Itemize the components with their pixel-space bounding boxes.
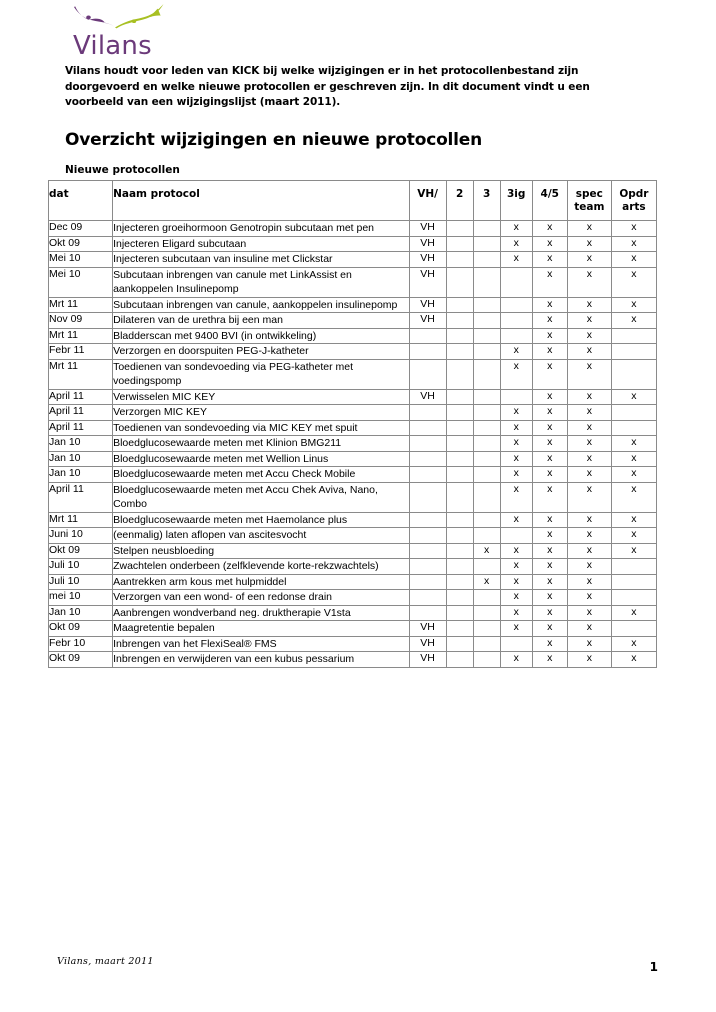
cell-vh — [409, 512, 446, 528]
cell-4-5: x — [532, 528, 567, 544]
cell-naam-protocol: Zwachtelen onderbeen (zelfklevende korte-rekzwachtels) — [113, 559, 409, 575]
cell-3 — [473, 436, 500, 452]
cell-dat: Jan 10 — [49, 467, 113, 483]
table-row — [49, 405, 657, 421]
table-row — [49, 543, 657, 559]
cell-3ig: x — [500, 436, 532, 452]
cell-spec-team: x — [567, 344, 611, 360]
protocols-table — [48, 180, 657, 668]
cell-3ig: x — [500, 344, 532, 360]
cell-naam-protocol: Injecteren groeihormoon Genotropin subcutaan met pen — [113, 221, 409, 237]
cell-4-5: x — [532, 652, 567, 668]
cell-opdr-arts: x — [611, 313, 656, 329]
cell-3ig: x — [500, 621, 532, 637]
cell-4-5: x — [532, 482, 567, 512]
cell-dat: Febr 10 — [49, 636, 113, 652]
cell-vh — [409, 405, 446, 421]
cell-3 — [473, 451, 500, 467]
cell-naam-protocol: Inbrengen van het FlexiSeal® FMS — [113, 636, 409, 652]
cell-3ig: x — [500, 221, 532, 237]
cell-spec-team: x — [567, 574, 611, 590]
cell-3ig: x — [500, 252, 532, 268]
table-row — [49, 559, 657, 575]
cell-3 — [473, 528, 500, 544]
table-row — [49, 605, 657, 621]
cell-opdr-arts: x — [611, 482, 656, 512]
cell-4-5: x — [532, 559, 567, 575]
cell-4-5: x — [532, 636, 567, 652]
cell-3 — [473, 221, 500, 237]
section-subtitle: Nieuwe protocollen — [65, 164, 180, 176]
cell-naam-protocol: Bloedglucosewaarde meten met Klinion BMG211 — [113, 436, 409, 452]
table-row — [49, 574, 657, 590]
footer-page-number: 1 — [649, 960, 658, 974]
table-header-row — [49, 181, 657, 221]
cell-vh: VH — [409, 313, 446, 329]
cell-dat: Mei 10 — [49, 267, 113, 297]
column-header-3ig: 3ig — [500, 181, 532, 221]
cell-2 — [446, 359, 473, 389]
cell-dat: Okt 09 — [49, 543, 113, 559]
cell-opdr-arts: x — [611, 252, 656, 268]
cell-3 — [473, 420, 500, 436]
table-row — [49, 482, 657, 512]
cell-2 — [446, 389, 473, 405]
cell-3ig: x — [500, 451, 532, 467]
cell-vh — [409, 528, 446, 544]
cell-dat: Febr 11 — [49, 344, 113, 360]
cell-naam-protocol: Bloedglucosewaarde meten met Haemolance plus — [113, 512, 409, 528]
cell-opdr-arts: x — [611, 543, 656, 559]
cell-opdr-arts — [611, 621, 656, 637]
table-row — [49, 313, 657, 329]
cell-3ig: x — [500, 574, 532, 590]
cell-3ig: x — [500, 405, 532, 421]
cell-2 — [446, 267, 473, 297]
cell-2 — [446, 328, 473, 344]
cell-3ig: x — [500, 420, 532, 436]
cell-4-5: x — [532, 221, 567, 237]
cell-naam-protocol: Toedienen van sondevoeding via PEG-katheter met voedingspomp — [113, 359, 409, 389]
table-row — [49, 590, 657, 606]
cell-2 — [446, 652, 473, 668]
cell-3 — [473, 344, 500, 360]
cell-vh — [409, 590, 446, 606]
cell-spec-team: x — [567, 359, 611, 389]
table-row — [49, 328, 657, 344]
cell-spec-team: x — [567, 636, 611, 652]
cell-3ig: x — [500, 482, 532, 512]
cell-2 — [446, 313, 473, 329]
cell-3ig: x — [500, 359, 532, 389]
cell-opdr-arts: x — [611, 297, 656, 313]
cell-opdr-arts: x — [611, 605, 656, 621]
cell-2 — [446, 574, 473, 590]
cell-naam-protocol: Aanbrengen wondverband neg. druktherapie V1sta — [113, 605, 409, 621]
cell-naam-protocol: Injecteren Eligard subcutaan — [113, 236, 409, 252]
cell-4-5: x — [532, 590, 567, 606]
table-row — [49, 652, 657, 668]
cell-spec-team: x — [567, 528, 611, 544]
cell-2 — [446, 605, 473, 621]
cell-2 — [446, 482, 473, 512]
cell-dat: April 11 — [49, 420, 113, 436]
cell-4-5: x — [532, 344, 567, 360]
cell-opdr-arts: x — [611, 636, 656, 652]
cell-opdr-arts: x — [611, 236, 656, 252]
cell-opdr-arts: x — [611, 512, 656, 528]
cell-spec-team: x — [567, 252, 611, 268]
cell-3 — [473, 313, 500, 329]
cell-2 — [446, 221, 473, 237]
cell-opdr-arts — [611, 420, 656, 436]
cell-4-5: x — [532, 236, 567, 252]
cell-opdr-arts — [611, 359, 656, 389]
table-row — [49, 221, 657, 237]
cell-dat: April 11 — [49, 389, 113, 405]
table-row — [49, 267, 657, 297]
cell-4-5: x — [532, 512, 567, 528]
cell-opdr-arts — [611, 590, 656, 606]
table-row — [49, 621, 657, 637]
cell-2 — [446, 590, 473, 606]
cell-2 — [446, 528, 473, 544]
cell-2 — [446, 344, 473, 360]
page-footer — [0, 956, 716, 986]
cell-naam-protocol: Bloedglucosewaarde meten met Accu Chek Aviva, Nano, Combo — [113, 482, 409, 512]
cell-3 — [473, 405, 500, 421]
table-row — [49, 420, 657, 436]
cell-3 — [473, 636, 500, 652]
cell-naam-protocol: Toedienen van sondevoeding via MIC KEY met spuit — [113, 420, 409, 436]
cell-3 — [473, 590, 500, 606]
cell-3 — [473, 512, 500, 528]
cell-3 — [473, 267, 500, 297]
table-row — [49, 467, 657, 483]
table-row — [49, 252, 657, 268]
cell-2 — [446, 636, 473, 652]
cell-3 — [473, 389, 500, 405]
cell-spec-team: x — [567, 405, 611, 421]
cell-3ig: x — [500, 467, 532, 483]
cell-dat: Mrt 11 — [49, 512, 113, 528]
cell-dat: Okt 09 — [49, 236, 113, 252]
cell-3 — [473, 482, 500, 512]
cell-vh: VH — [409, 221, 446, 237]
cell-opdr-arts: x — [611, 267, 656, 297]
cell-3ig: x — [500, 512, 532, 528]
cell-3ig — [500, 313, 532, 329]
cell-spec-team: x — [567, 436, 611, 452]
cell-opdr-arts: x — [611, 389, 656, 405]
cell-opdr-arts: x — [611, 436, 656, 452]
cell-dat: mei 10 — [49, 590, 113, 606]
cell-vh — [409, 482, 446, 512]
cell-vh — [409, 559, 446, 575]
cell-dat: Mrt 11 — [49, 359, 113, 389]
cell-vh: VH — [409, 252, 446, 268]
cell-3ig: x — [500, 543, 532, 559]
vilans-logo — [72, 2, 192, 61]
cell-vh — [409, 420, 446, 436]
cell-spec-team: x — [567, 482, 611, 512]
cell-2 — [446, 543, 473, 559]
cell-4-5: x — [532, 436, 567, 452]
cell-3 — [473, 652, 500, 668]
cell-dat: Okt 09 — [49, 621, 113, 637]
cell-opdr-arts: x — [611, 528, 656, 544]
column-header-3: 3 — [473, 181, 500, 221]
cell-2 — [446, 405, 473, 421]
cell-3 — [473, 359, 500, 389]
table-row — [49, 389, 657, 405]
cell-naam-protocol: Verwisselen MIC KEY — [113, 389, 409, 405]
cell-naam-protocol: Stelpen neusbloeding — [113, 543, 409, 559]
cell-4-5: x — [532, 252, 567, 268]
cell-2 — [446, 436, 473, 452]
cell-dat: Dec 09 — [49, 221, 113, 237]
intro-paragraph: Vilans houdt voor leden van KICK bij welke wijzigingen er in het protocollenbestand zijn doorgevoerd en welke nieuwe protocollen er geschreven zijn. In dit document vindt u een voorbeeld van een wijzigingslijst (maart 2011). — [65, 65, 590, 108]
cell-vh — [409, 344, 446, 360]
cell-dat: Mei 10 — [49, 252, 113, 268]
cell-4-5: x — [532, 574, 567, 590]
cell-3 — [473, 297, 500, 313]
cell-spec-team: x — [567, 512, 611, 528]
cell-vh — [409, 467, 446, 483]
column-header-naam-protocol: Naam protocol — [113, 181, 409, 221]
cell-4-5: x — [532, 359, 567, 389]
cell-3ig — [500, 389, 532, 405]
cell-vh — [409, 451, 446, 467]
cell-spec-team: x — [567, 420, 611, 436]
cell-vh — [409, 605, 446, 621]
cell-2 — [446, 559, 473, 575]
cell-opdr-arts — [611, 405, 656, 421]
cell-naam-protocol: Verzorgen en doorspuiten PEG-J-katheter — [113, 344, 409, 360]
cell-2 — [446, 236, 473, 252]
cell-opdr-arts: x — [611, 451, 656, 467]
cell-vh — [409, 574, 446, 590]
cell-dat: Juni 10 — [49, 528, 113, 544]
cell-3 — [473, 236, 500, 252]
cell-3 — [473, 328, 500, 344]
column-header-vh: VH/ — [409, 181, 446, 221]
column-header-2: 2 — [446, 181, 473, 221]
cell-4-5: x — [532, 605, 567, 621]
cell-2 — [446, 621, 473, 637]
cell-vh — [409, 543, 446, 559]
footer-source-text: Vilans, maart 2011 — [57, 956, 154, 967]
table-row — [49, 528, 657, 544]
cell-3ig: x — [500, 559, 532, 575]
cell-opdr-arts — [611, 328, 656, 344]
cell-spec-team: x — [567, 590, 611, 606]
cell-spec-team: x — [567, 267, 611, 297]
cell-opdr-arts: x — [611, 467, 656, 483]
cell-3ig — [500, 328, 532, 344]
cell-dat: April 11 — [49, 405, 113, 421]
cell-3ig — [500, 528, 532, 544]
cell-2 — [446, 467, 473, 483]
cell-naam-protocol: Dilateren van de urethra bij een man — [113, 313, 409, 329]
table-row — [49, 359, 657, 389]
logo-wordmark: Vilans — [73, 31, 152, 61]
cell-vh: VH — [409, 389, 446, 405]
cell-3: x — [473, 574, 500, 590]
cell-4-5: x — [532, 451, 567, 467]
page-title: Overzicht wijzigingen en nieuwe protocollen — [65, 130, 483, 150]
table-row — [49, 512, 657, 528]
table-row — [49, 636, 657, 652]
cell-4-5: x — [532, 328, 567, 344]
cell-naam-protocol: Aantrekken arm kous met hulpmiddel — [113, 574, 409, 590]
cell-spec-team: x — [567, 313, 611, 329]
cell-vh — [409, 436, 446, 452]
cell-4-5: x — [532, 621, 567, 637]
logo-figures-icon — [72, 2, 168, 32]
cell-dat: Juli 10 — [49, 559, 113, 575]
cell-spec-team: x — [567, 467, 611, 483]
cell-vh: VH — [409, 652, 446, 668]
cell-3ig: x — [500, 605, 532, 621]
cell-spec-team: x — [567, 451, 611, 467]
cell-spec-team: x — [567, 221, 611, 237]
cell-vh: VH — [409, 267, 446, 297]
cell-3 — [473, 621, 500, 637]
cell-spec-team: x — [567, 543, 611, 559]
cell-4-5: x — [532, 389, 567, 405]
cell-naam-protocol: Subcutaan inbrengen van canule met LinkAssist en aankoppelen Insulinepomp — [113, 267, 409, 297]
cell-spec-team: x — [567, 236, 611, 252]
cell-3 — [473, 467, 500, 483]
cell-dat: Mrt 11 — [49, 297, 113, 313]
cell-dat: Jan 10 — [49, 451, 113, 467]
cell-spec-team: x — [567, 652, 611, 668]
cell-dat: Juli 10 — [49, 574, 113, 590]
cell-2 — [446, 420, 473, 436]
cell-3ig — [500, 636, 532, 652]
table-row — [49, 297, 657, 313]
cell-4-5: x — [532, 313, 567, 329]
cell-3 — [473, 252, 500, 268]
cell-3ig: x — [500, 652, 532, 668]
cell-naam-protocol: Subcutaan inbrengen van canule, aankoppelen insulinepomp — [113, 297, 409, 313]
cell-naam-protocol: Maagretentie bepalen — [113, 621, 409, 637]
cell-naam-protocol: Verzorgen MIC KEY — [113, 405, 409, 421]
cell-dat: Okt 09 — [49, 652, 113, 668]
cell-3 — [473, 605, 500, 621]
cell-vh — [409, 359, 446, 389]
cell-spec-team: x — [567, 297, 611, 313]
cell-2 — [446, 297, 473, 313]
cell-dat: Mrt 11 — [49, 328, 113, 344]
cell-3 — [473, 559, 500, 575]
cell-dat: Nov 09 — [49, 313, 113, 329]
cell-naam-protocol: (eenmalig) laten aflopen van ascitesvocht — [113, 528, 409, 544]
column-header-4-5: 4/5 — [532, 181, 567, 221]
protocols-table-container — [48, 180, 657, 668]
cell-spec-team: x — [567, 328, 611, 344]
cell-vh: VH — [409, 636, 446, 652]
cell-4-5: x — [532, 420, 567, 436]
cell-4-5: x — [532, 267, 567, 297]
cell-naam-protocol: Inbrengen en verwijderen van een kubus pessarium — [113, 652, 409, 668]
cell-4-5: x — [532, 405, 567, 421]
cell-3ig: x — [500, 236, 532, 252]
column-header-opdr-arts: Opdr arts — [611, 181, 656, 221]
cell-opdr-arts — [611, 574, 656, 590]
cell-vh: VH — [409, 621, 446, 637]
cell-dat: Jan 10 — [49, 436, 113, 452]
cell-naam-protocol: Injecteren subcutaan van insuline met Clickstar — [113, 252, 409, 268]
cell-opdr-arts — [611, 344, 656, 360]
column-header-dat: dat — [49, 181, 113, 221]
cell-opdr-arts: x — [611, 221, 656, 237]
cell-3ig: x — [500, 590, 532, 606]
cell-2 — [446, 451, 473, 467]
table-row — [49, 451, 657, 467]
cell-vh: VH — [409, 297, 446, 313]
table-row — [49, 436, 657, 452]
cell-3: x — [473, 543, 500, 559]
cell-3ig — [500, 267, 532, 297]
cell-naam-protocol: Bloedglucosewaarde meten met Wellion Linus — [113, 451, 409, 467]
cell-4-5: x — [532, 543, 567, 559]
cell-4-5: x — [532, 297, 567, 313]
cell-4-5: x — [532, 467, 567, 483]
table-head — [49, 181, 657, 221]
cell-naam-protocol: Verzorgen van een wond- of een redonse drain — [113, 590, 409, 606]
cell-spec-team: x — [567, 605, 611, 621]
table-row — [49, 236, 657, 252]
cell-2 — [446, 252, 473, 268]
cell-2 — [446, 512, 473, 528]
cell-spec-team: x — [567, 389, 611, 405]
cell-vh: VH — [409, 236, 446, 252]
cell-dat: April 11 — [49, 482, 113, 512]
cell-naam-protocol: Bladderscan met 9400 BVI (in ontwikkeling) — [113, 328, 409, 344]
cell-naam-protocol: Bloedglucosewaarde meten met Accu Check Mobile — [113, 467, 409, 483]
cell-spec-team: x — [567, 621, 611, 637]
cell-opdr-arts — [611, 559, 656, 575]
cell-3ig — [500, 297, 532, 313]
column-header-spec-team: spec team — [567, 181, 611, 221]
cell-spec-team: x — [567, 559, 611, 575]
table-row — [49, 344, 657, 360]
cell-opdr-arts: x — [611, 652, 656, 668]
table-body — [49, 221, 657, 668]
cell-vh — [409, 328, 446, 344]
cell-dat: Jan 10 — [49, 605, 113, 621]
